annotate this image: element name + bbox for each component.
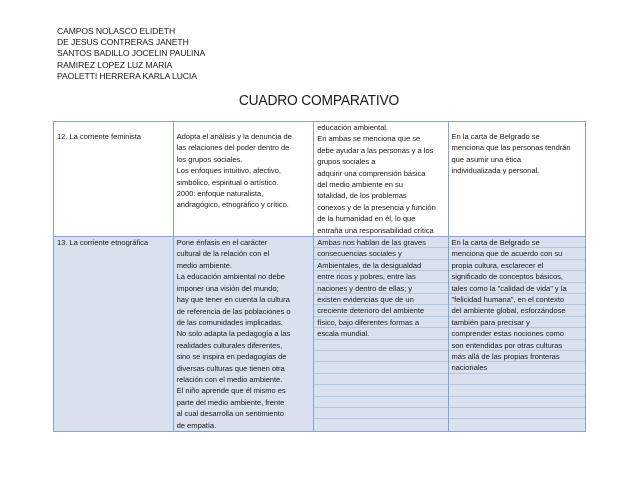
cell-line: también para precisar y (449, 317, 586, 328)
cell-line: de referencia de las poblaciones o (176, 306, 291, 316)
cell-line (314, 419, 447, 430)
cell-line (314, 351, 447, 362)
cell-line (449, 408, 586, 419)
cell-line (314, 397, 447, 408)
cell-line: grupos sociales a (317, 157, 376, 167)
cell-line: La educación ambiental no debe (176, 272, 285, 282)
cell-line: 2000: enfoque naturalista, (176, 189, 264, 199)
cell-line: cultural de la relación con el (176, 249, 270, 259)
cell-line (449, 374, 586, 385)
cell-line: Adopta el análisis y la denuncia de (176, 132, 292, 141)
cell-line: consecuencias sociales y (314, 248, 447, 259)
table-cell-comparison (314, 237, 448, 432)
cell-line: hay que tener en cuenta la cultura (176, 295, 290, 305)
cell-line: educación ambiental. (317, 123, 388, 132)
cell-line: Ambas nos hablan de las graves (314, 237, 447, 248)
cell-line: tales como la "calidad de vida" y la (449, 283, 586, 294)
cell-line: adquirir una comprensión básica (317, 168, 426, 178)
cell-line: de empatía. (176, 420, 217, 430)
cell-line: En la carta de Belgrado se (449, 237, 586, 248)
table-cell-topic (54, 237, 174, 432)
cell-line: diversas culturas que tienen otra (176, 363, 285, 373)
table-cell-comparison (314, 122, 448, 237)
cell-line: comprender estas nociones como (449, 328, 586, 339)
cell-line: realidades culturales diferentes, (176, 340, 283, 350)
cell-line: las relaciones del poder dentro de (176, 143, 290, 153)
cell-line: conexos y de la presencia y función (317, 202, 436, 212)
table-row (54, 237, 586, 432)
cell-line: que asumir una ética (451, 154, 521, 164)
cell-line: 13. La corriente etnográfica (57, 238, 149, 248)
cell-line: los grupos sociales. (176, 154, 243, 164)
cell-line: creciente deterioro del ambiente (314, 305, 447, 316)
cell-line: simbólico, espiritual o artístico. (176, 177, 279, 187)
cell-line: menciona que de acuerdo con su (449, 248, 586, 259)
table-cell-description (173, 237, 314, 432)
cell-line: del ambiente global, esforzándose (449, 305, 586, 316)
cell-line: existen evidencias que de un (314, 294, 447, 305)
page-title: CUADRO COMPARATIVO (238, 92, 400, 109)
cell-line: naciones y dentro de ellas; y (314, 283, 447, 294)
cell-line: menciona que las personas tendrán (451, 143, 571, 153)
cell-line (314, 374, 447, 385)
author-name: RAMIREZ LOPEZ LUZ MARIA (57, 59, 173, 70)
cell-line: de la humanidad en él, lo que (317, 214, 416, 224)
author-name: CAMPOS NOLASCO ELIDETH (57, 26, 176, 36)
cell-line: nacionales (449, 362, 586, 373)
cell-line: más allá de las propias fronteras (449, 351, 586, 362)
cell-line: escala mundial. (314, 328, 447, 339)
cell-line: El niño aprende que él mismo es (176, 386, 286, 396)
cell-line: individualizada y personal. (451, 166, 540, 176)
cell-line: andragógico, etnográfico y crítico. (176, 200, 289, 210)
author-list (57, 26, 205, 82)
comparison-table (53, 121, 586, 432)
cell-line: entre ricos y pobres, entre las (314, 271, 447, 282)
cell-line: significado de conceptos básicos, (449, 271, 586, 282)
cell-line: En la carta de Belgrado se (451, 132, 540, 141)
author-name: SANTOS BADILLO JOCELIN PAULINA (57, 48, 206, 59)
cell-line: sino se inspira en pedagogías de (176, 352, 287, 362)
author-name: DE JESUS CONTRERAS JANETH (57, 37, 189, 48)
cell-line (449, 419, 586, 430)
table-cell-description (173, 122, 314, 237)
cell-line (314, 362, 447, 373)
cell-line: del medio ambiente en su (317, 180, 403, 190)
cell-line: propia cultura, esclarecer el (449, 260, 586, 271)
cell-line (314, 340, 447, 351)
cell-line: imponer una visión del mundo; (176, 283, 279, 293)
cell-line: 12. La corriente feminista (57, 132, 141, 141)
cell-line (314, 408, 447, 419)
cell-line: físico, bajo diferentes formas a (314, 317, 447, 328)
cell-line: entraña una responsabilidad crítica (317, 225, 434, 235)
cell-line: "felicidad humana", en el contexto (449, 294, 586, 305)
table-cell-belgrado (448, 237, 586, 432)
cell-line: al cual desarrolla un sentimiento (176, 409, 284, 419)
cell-line: No solo adapta la pedagogía a las (176, 329, 291, 339)
cell-line (449, 385, 586, 396)
table-cell-topic (54, 122, 174, 237)
table-row (54, 122, 586, 237)
cell-line (314, 385, 447, 396)
cell-line: Ambientales, de la desigualdad (314, 260, 447, 271)
cell-line: totalidad, de los problemas (317, 191, 407, 201)
cell-line: de las comunidades implicadas. (176, 317, 283, 327)
cell-line: parte del medio ambiente, frente (176, 397, 285, 407)
cell-line: relación con el medio ambiente. (176, 374, 283, 384)
cell-line: debe ayudar a las personas y a los (317, 145, 434, 155)
cell-line: Pone énfasis en el carácter (176, 238, 268, 248)
cell-line: son entendidas por otras culturas (449, 340, 586, 351)
table-cell-belgrado (448, 122, 586, 237)
cell-line: medio ambiente. (176, 260, 233, 270)
cell-line (449, 397, 586, 408)
author-name: PAOLETTI HERRERA KARLA LUCIA (57, 70, 197, 81)
cell-line: En ambas se menciona que se (317, 134, 421, 144)
cell-line: Los enfoques intuitivo, afectivo, (176, 166, 281, 176)
